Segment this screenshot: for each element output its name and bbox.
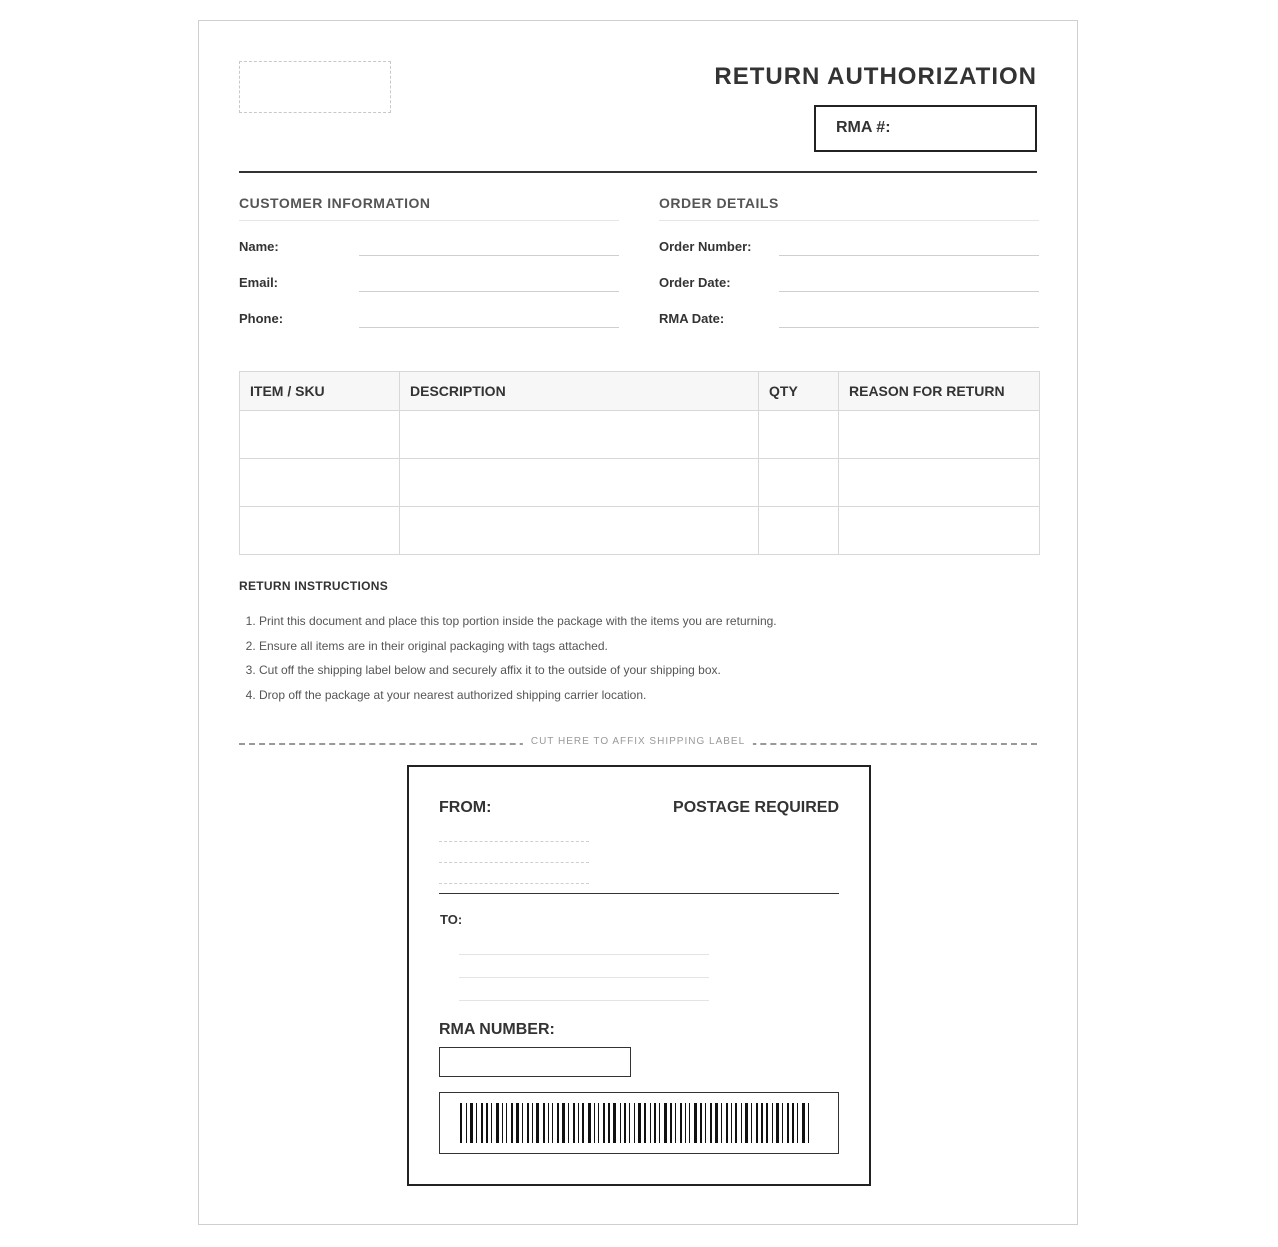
table-cell[interactable] bbox=[240, 507, 400, 555]
from-address-line[interactable] bbox=[439, 862, 589, 863]
table-header-row bbox=[240, 372, 1040, 411]
field-label: Email: bbox=[239, 275, 279, 290]
from-address-line[interactable] bbox=[439, 883, 589, 884]
order-details-title: ORDER DETAILS bbox=[659, 195, 1039, 221]
logo-placeholder bbox=[239, 61, 391, 113]
return-instructions-list bbox=[239, 609, 777, 708]
order-details-section bbox=[659, 195, 1039, 329]
column-header-item-sku: ITEM / SKU bbox=[240, 372, 400, 411]
list-item: 3. Cut off the shipping label below and securely affix it to the outside of your shipping box. bbox=[259, 658, 777, 683]
field-label: Order Number: bbox=[659, 239, 752, 254]
field-label: RMA Date: bbox=[659, 311, 725, 326]
return-instructions-title: RETURN INSTRUCTIONS bbox=[239, 579, 389, 593]
customer-information-title: CUSTOMER INFORMATION bbox=[239, 195, 619, 221]
order-number-row bbox=[659, 217, 1039, 253]
list-item: 2. Ensure all items are in their original packaging with tags attached. bbox=[259, 634, 777, 659]
return-authorization-form bbox=[198, 20, 1078, 1225]
barcode-icon bbox=[460, 1103, 820, 1143]
table-cell[interactable] bbox=[400, 411, 759, 459]
to-label: TO: bbox=[440, 912, 463, 927]
column-header-reason: REASON FOR RETURN bbox=[839, 372, 1040, 411]
postage-required-label: POSTAGE REQUIRED bbox=[673, 799, 839, 816]
table-cell[interactable] bbox=[759, 411, 839, 459]
field-label: Name: bbox=[239, 239, 279, 254]
from-address-line[interactable] bbox=[439, 841, 589, 842]
table-row bbox=[240, 507, 1040, 555]
rma-date-row bbox=[659, 289, 1039, 325]
table-cell[interactable] bbox=[839, 411, 1040, 459]
return-items-table bbox=[239, 371, 1040, 555]
field-label: Phone: bbox=[239, 311, 284, 326]
column-header-description: DESCRIPTION bbox=[400, 372, 759, 411]
table-cell[interactable] bbox=[759, 459, 839, 507]
to-address-line[interactable] bbox=[459, 1000, 709, 1001]
from-label: FROM: bbox=[439, 799, 492, 816]
table-cell[interactable] bbox=[759, 507, 839, 555]
table-cell[interactable] bbox=[400, 459, 759, 507]
table-row bbox=[240, 411, 1040, 459]
label-divider bbox=[439, 893, 839, 894]
column-header-qty: QTY bbox=[759, 372, 839, 411]
table-cell[interactable] bbox=[240, 411, 400, 459]
rma-number-label: RMA #: bbox=[836, 119, 891, 136]
list-item: 4. Drop off the package at your nearest authorized shipping carrier location. bbox=[259, 683, 777, 708]
shipping-label bbox=[407, 765, 871, 1186]
customer-phone-row bbox=[239, 289, 619, 325]
rma-number-title: RMA NUMBER: bbox=[439, 1021, 555, 1038]
field-label: Order Date: bbox=[659, 275, 731, 290]
table-cell[interactable] bbox=[240, 459, 400, 507]
cut-line-label: CUT HERE TO AFFIX SHIPPING LABEL bbox=[523, 736, 753, 747]
rma-number-field[interactable] bbox=[439, 1047, 631, 1077]
customer-information-section bbox=[239, 195, 619, 329]
document-title: RETURN AUTHORIZATION bbox=[714, 63, 1037, 90]
list-item: 1. Print this document and place this top portion inside the package with the items you are returning. bbox=[259, 609, 777, 634]
table-cell[interactable] bbox=[839, 459, 1040, 507]
barcode-box bbox=[439, 1092, 839, 1154]
customer-name-row bbox=[239, 217, 619, 253]
header-divider bbox=[239, 171, 1037, 173]
rma-number-box bbox=[814, 105, 1037, 152]
table-cell[interactable] bbox=[400, 507, 759, 555]
table-cell[interactable] bbox=[839, 507, 1040, 555]
customer-email-row bbox=[239, 253, 619, 289]
to-address-line[interactable] bbox=[459, 977, 709, 978]
order-date-row bbox=[659, 253, 1039, 289]
phone-field[interactable] bbox=[359, 327, 619, 328]
rma-date-field[interactable] bbox=[779, 327, 1039, 328]
table-row bbox=[240, 459, 1040, 507]
to-address-line[interactable] bbox=[459, 954, 709, 955]
